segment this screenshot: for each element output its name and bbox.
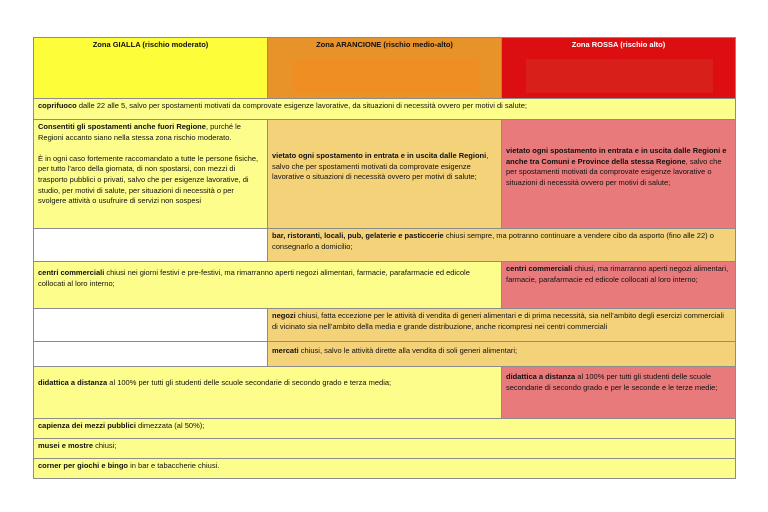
header-yellow-label: Zona GIALLA (rischio moderato) [92,40,209,49]
cell-markets [268,342,736,367]
movement-yellow-bold: Consentiti gli spostamenti anche fuori Regione [38,122,206,131]
bars-text: chiusi sempre, ma potranno continuare a vendere cibo da asporto (fino alle 22) o consegnarlo a domicilio; [272,231,714,251]
malls-red-text: chiusi, ma rimarranno aperti negozi alimentari, farmacie, parafarmacie ed edicole collocati al loro interno; [506,264,729,284]
games-text: in bar e tabaccherie chiusi. [128,461,220,470]
museums-text: chiusi; [93,441,117,450]
cell-movement-orange [268,120,502,229]
header-yellow-zone [34,38,268,99]
bars-bold: bar, ristoranti, locali, pub, gelaterie e pasticcerie [272,231,444,240]
cell-markets-yellow-empty [34,342,268,367]
header-row [34,38,736,99]
cell-transport [34,419,736,439]
cell-malls-yellow-orange [34,262,502,309]
row-curfew [34,99,736,120]
shops-text: chiusi, fatta eccezione per le attività di vendita di generi alimentari e di prima necessità, sia nell’ambito degli esercizi commerciali di vicinato sia nell’ambito della media e grande distribuzione, anche ricompresi nei centri commerciali [272,311,724,331]
shops-bold: negozi [272,311,296,320]
curfew-bold: coprifuoco [38,101,77,110]
cell-bars [268,229,736,262]
row-museums [34,439,736,459]
red-color-swatch [526,59,713,93]
header-red-label: Zona ROSSA (rischio alto) [571,40,666,49]
transport-bold: capienza dei mezzi pubblici [38,421,136,430]
movement-red-text: , salvo che per spostamenti motivati da comprovate esigenze lavorative o situazioni di necessità ovvero per motivi di salute; [506,156,722,187]
markets-text: chiusi, salvo le attività dirette alla vendita di soli generi alimentari; [298,346,518,355]
distance-yo-bold: didattica a distanza [38,378,108,387]
header-orange-label: Zona ARANCIONE (rischio medio-alto) [316,40,453,49]
header-red-zone [502,38,736,99]
movement-yellow-recommendation: È in ogni caso fortemente raccomandato a tutte le persone fisiche, per tutto l’arco della giornata, di non spostarsi, con mezzi di trasporto pubblici o privati, salvo che per esigenze lavorative, di studio, per motivi di salute, per situazioni di necessità o per svolgere attività o usufruire di servizi non sospesi [38,153,259,206]
malls-yo-bold: centri commerciali [38,268,105,277]
cell-shops-yellow-empty [34,309,268,342]
distance-yo-text: al 100% per tutti gli studenti delle scuole secondarie di secondo grado e terza media; [107,378,392,387]
cell-malls-red [502,262,736,309]
museums-bold: musei e mostre [38,441,94,450]
movement-yellow-text: , purché le Regioni accanto siano nella stessa zona rischio moderato. [38,122,241,142]
cell-distance-yellow-orange [34,367,502,419]
markets-bold: mercati [272,346,299,355]
row-bars [34,229,736,262]
cell-curfew [34,99,736,120]
distance-red-bold: didattica a distanza [506,372,576,381]
malls-red-bold: centri commerciali [506,264,573,273]
row-movement [34,120,736,229]
curfew-text: dalle 22 alle 5, salvo per spostamenti motivati da comprovate esigenze lavorative, da situazioni di necessità ovvero per motivi di salute; [76,101,527,110]
row-markets [34,342,736,367]
header-orange-zone [268,38,502,99]
transport-text: dimezzata (al 50%); [135,421,205,430]
orange-color-swatch [292,59,479,93]
movement-orange-bold: vietato ogni spostamento in entrata e in uscita dalle Regioni [272,151,487,160]
games-bold: corner per giochi e bingo [38,461,129,470]
cell-movement-yellow [34,120,268,229]
cell-museums [34,439,736,459]
row-games [34,459,736,479]
cell-bars-yellow-empty [34,229,268,262]
malls-yo-text: chiusi nei giorni festivi e pre-festivi, ma rimarranno aperti negozi alimentari, farmacie, parafarmacie ed edicole collocati al loro interno; [38,268,470,288]
cell-shops [268,309,736,342]
distance-red-text: al 100% per tutti gli studenti delle scuole secondarie di secondo grado e per le seconde e le terze medie; [506,372,718,392]
row-transport [34,419,736,439]
row-distance-learning [34,367,736,419]
cell-movement-red [502,120,736,229]
movement-orange-text: , salvo che per spostamenti motivati da comprovate esigenze lavorative o situazioni di necessità ovvero per motivi di salute; [272,151,489,182]
movement-red-bold: vietato ogni spostamento in entrata e in uscita dalle Regioni e anche tra Comuni e Province della stessa Regione [506,146,727,166]
cell-distance-red [502,367,736,419]
zones-table [33,37,736,479]
row-shops [34,309,736,342]
cell-games [34,459,736,479]
row-malls [34,262,736,309]
